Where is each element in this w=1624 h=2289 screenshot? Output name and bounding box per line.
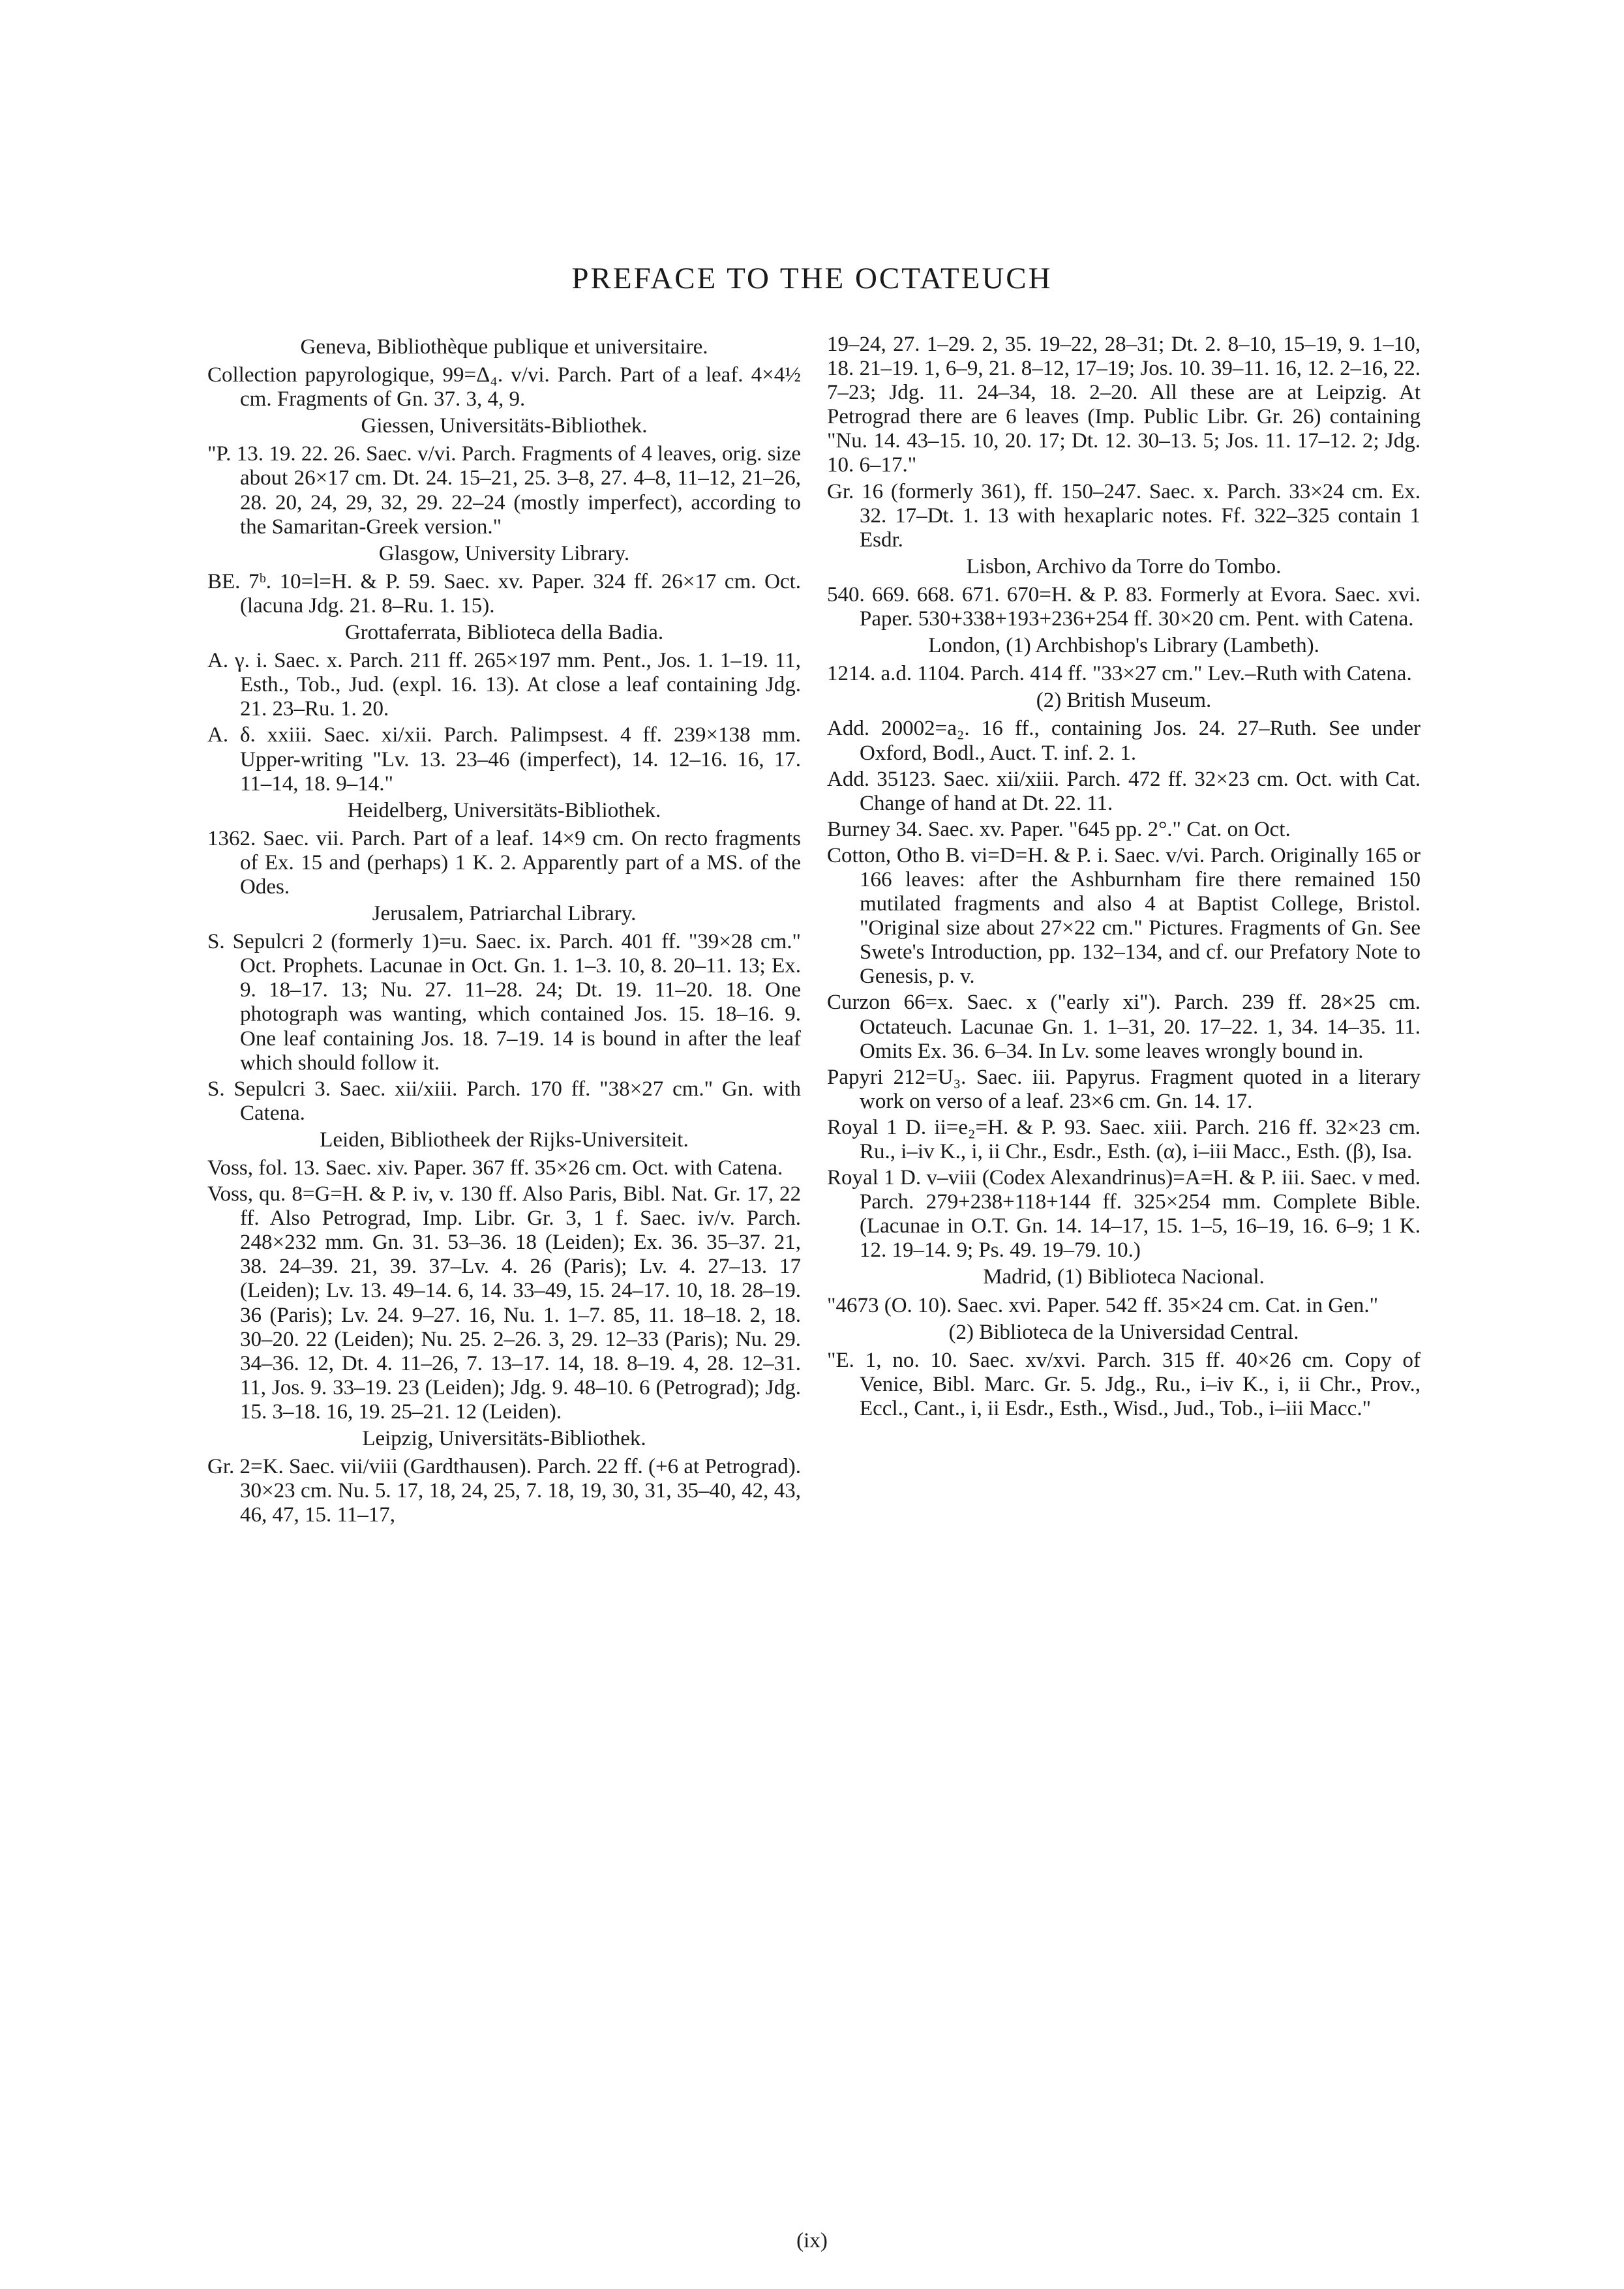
manuscript-entry: Add. 20002=a₂. 16 ff., containing Jos. 24. 27–Ruth. See under Oxford, Bodl., Auct. T. inf. 2. 1. [827,717,1421,765]
library-heading: Giessen, Universitäts-Bibliothek. [361,414,648,438]
manuscript-entry: "4673 (O. 10). Saec. xvi. Paper. 542 ff. 35×24 cm. Cat. in Gen." [827,1293,1379,1317]
library-heading: (2) British Museum. [1036,689,1212,713]
manuscript-entry: BE. 7ᵇ. 10=l=H. & P. 59. Saec. xv. Paper. 324 ff. 26×17 cm. Oct. (lacuna Jdg. 21. 8–Ru. 1. 15). [207,569,801,618]
library-heading: Grottaferrata, Biblioteca della Badia. [344,621,664,645]
manuscript-entry: Gr. 16 (formerly 361), ff. 150–247. Saec. x. Parch. 33×24 cm. Ex. 32. 17–Dt. 1. 13 with hexaplaric notes. Ff. 322–325 contain 1 Esdr. [827,479,1421,552]
manuscript-entry: "E. 1, no. 10. Saec. xv/xvi. Parch. 315 ff. 40×26 cm. Copy of Venice, Bibl. Marc. Gr. 5. Jdg., Ru., i–iv K., i, ii Chr., Prov., Eccl., Cant., i, ii Esdr., Esth., Wisd., Jud., Tob., i–iii Macc." [827,1348,1421,1420]
manuscript-entry: Burney 34. Saec. xv. Paper. "645 pp. 2°." Cat. on Oct. [827,817,1291,841]
library-heading: Heidelberg, Universitäts-Bibliothek. [347,798,661,822]
manuscript-entry: S. Sepulcri 3. Saec. xii/xiii. Parch. 170 ff. "38×27 cm." Gn. with Catena. [207,1077,801,1125]
page-title: PREFACE TO THE OCTATEUCH [571,262,1053,295]
manuscript-entry: Papyri 212=U₃. Saec. iii. Papyrus. Fragment quoted in a literary work on verso of a leaf. 23×6 cm. Gn. 14. 17. [827,1065,1421,1113]
manuscript-entry: Voss, qu. 8=G=H. & P. iv, v. 130 ff. Also Paris, Bibl. Nat. Gr. 17, 22 ff. Also Petrograd, Imp. Libr. Gr. 3, 1 f. Saec. iv/v. Parch. 248×232 mm. Gn. 31. 53–36. 18 (Leiden); Ex. 36. 35–37. 21, 38. 24–39. 21, 39. 37–Lv. 4. 26 (Paris); Lv. 4. 27–13. 17 (Leiden); Lv. 13. 49–14. 6, 14. 33–49, 15. 24–17. 10, 18. 28–19. 36 (Paris); Lv. 24. 9–27. 16, Nu. 1. 1–7. 85, 11. 18–18. 2, 18. 30–20. 22 (Leiden); Nu. 25. 2–26. 3, 29. 12–33 (Paris); Nu. 29. 34–36. 12, Dt. 4. 11–26, 7. 13–17. 14, 18. 8–19. 4, 28. 12–31. 11, Jos. 9. 33–19. 23 (Leiden); Jdg. 9. 48–10. 6 (Petrograd); Jdg. 15. 3–18. 16, 19. 25–21. 12 (Leiden). [207,1182,801,1424]
library-heading: Leiden, Bibliotheek der Rijks-Universiteit. [320,1128,689,1152]
manuscript-entry: Curzon 66=x. Saec. x ("early xi"). Parch. 239 ff. 28×25 cm. Octateuch. Lacunae Gn. 1. 1–31, 20. 17–22. 1, 34. 14–35. 11. Omits Ex. 36. 6–34. In Lv. some leaves wrongly bound in. [827,991,1421,1063]
library-heading: Leipzig, Universitäts-Bibliothek. [362,1427,646,1451]
manuscript-entry: A. δ. xxiii. Saec. xi/xii. Parch. Palimpsest. 4 ff. 239×138 mm. Upper-writing "Lv. 13. 23–46 (imperfect), 14. 12–16. 16, 17. 11–14, 18. 9–14." [207,723,801,796]
library-heading: Madrid, (1) Biblioteca Nacional. [983,1265,1265,1289]
manuscript-entry: S. Sepulcri 2 (formerly 1)=u. Saec. ix. Parch. 401 ff. "39×28 cm." Oct. Prophets. Lacunae in Oct. Gn. 1. 1–3. 10, 8. 20–11. 13; Ex. 9. 18–17. 13; Nu. 27. 11–28. 24; Dt. 19. 11–20. 18. One photograph was wanting, which contained Jos. 15. 18–16. 9. One leaf containing Jos. 18. 7–19. 14 is bound in after the leaf which should follow it. [207,930,801,1075]
manuscript-entry: Royal 1 D. v–viii (Codex Alexandrinus)=A=H. & P. iii. Saec. v med. Parch. 279+238+118+144 ff. 325×254 mm. Complete Bible. (Lacunae in O.T. Gn. 14. 14–17, 15. 1–5, 16–19, 16. 6–9; 1 K. 12. 19–14. 9; Ps. 49. 19–79. 10.) [827,1166,1421,1263]
manuscript-entry: Voss, fol. 13. Saec. xiv. Paper. 367 ff. 35×26 cm. Oct. with Catena. [207,1156,783,1180]
manuscript-entry: "P. 13. 19. 22. 26. Saec. v/vi. Parch. Fragments of 4 leaves, orig. size about 26×17 cm. Dt. 24. 15–21, 25. 3–8, 27. 4–8, 11–12, 21–26, 28. 20, 24, 29, 32, 29. 22–24 (mostly imperfect), according to the Samaritan-Greek version." [207,442,801,539]
library-heading: Geneva, Bibliothèque publique et universitaire. [300,335,708,359]
manuscript-entry: 1362. Saec. vii. Parch. Part of a leaf. 14×9 cm. On recto fragments of Ex. 15 and (perhaps) 1 K. 2. Apparently part of a MS. of the Odes. [207,826,801,899]
right-column [827,333,1421,1423]
library-heading: Lisbon, Archivo da Torre do Tombo. [966,554,1282,578]
manuscript-entry: Royal 1 D. ii=e₂=H. & P. 93. Saec. xiii. Parch. 216 ff. 32×23 cm. Ru., i–iv K., i, ii Chr., Esdr., Esth. (α), i–iii Macc., Esth. (β), Isa. [827,1115,1421,1163]
manuscript-entry-continued: 19–24, 27. 1–29. 2, 35. 19–22, 28–31; Dt. 2. 8–10, 15–19, 9. 1–10, 18. 21–19. 1, 6–9, 21. 8–12, 17–19; Jos. 10. 39–11. 16, 12. 2–16, 22. 7–23; Jdg. 11. 24–34, 18. 2–20. All these are at Leipzig. At Petrograd there are 6 leaves (Imp. Public Libr. Gr. 26) containing "Nu. 14. 43–15. 10, 20. 17; Dt. 12. 30–13. 5; Jos. 11. 17–12. 2; Jdg. 10. 6–17." [827,333,1421,477]
left-column [207,333,801,1529]
library-heading: Jerusalem, Patriarchal Library. [372,902,637,926]
manuscript-entry: Gr. 2=K. Saec. vii/viii (Gardthausen). Parch. 22 ff. (+6 at Petrograd). 30×23 cm. Nu. 5. 17, 18, 24, 25, 7. 18, 19, 30, 31, 35–40, 42, 43, 46, 47, 15. 11–17, [207,1455,801,1527]
manuscript-entry: Collection papyrologique, 99=Δ₄. v/vi. Parch. Part of a leaf. 4×4½ cm. Fragments of Gn. 37. 3, 4, 9. [207,363,801,411]
manuscript-entry: 1214. a.d. 1104. Parch. 414 ff. "33×27 cm." Lev.–Ruth with Catena. [827,662,1412,686]
page-number: (ix) [796,2229,828,2252]
library-heading: Glasgow, University Library. [378,541,630,565]
manuscript-entry: A. γ. i. Saec. x. Parch. 211 ff. 265×197 mm. Pent., Jos. 1. 1–19. 11, Esth., Tob., Jud. (expl. 16. 13). At close a leaf containing Jdg. 21. 23–Ru. 1. 20. [207,649,801,721]
manuscript-entry: 540. 669. 668. 671. 670=H. & P. 83. Formerly at Evora. Saec. xvi. Paper. 530+338+193+236+254 ff. 30×20 cm. Pent. with Catena. [827,582,1421,631]
manuscript-entry: Add. 35123. Saec. xii/xiii. Parch. 472 ff. 32×23 cm. Oct. with Cat. Change of hand at Dt. 22. 11. [827,767,1421,815]
manuscript-entry: Cotton, Otho B. vi=D=H. & P. i. Saec. v/vi. Parch. Originally 165 or 166 leaves: after the Ashburnham fire there remained 150 mutilated fragments and also 4 at Baptist College, Bristol. "Original size about 27×22 cm." Pictures. Fragments of Gn. See Swete's Introduction, pp. 132–134, and cf. our Prefatory Note to Genesis, p. v. [827,843,1421,989]
library-heading: (2) Biblioteca de la Universidad Central. [948,1320,1299,1344]
library-heading: London, (1) Archbishop's Library (Lambeth). [928,634,1319,658]
